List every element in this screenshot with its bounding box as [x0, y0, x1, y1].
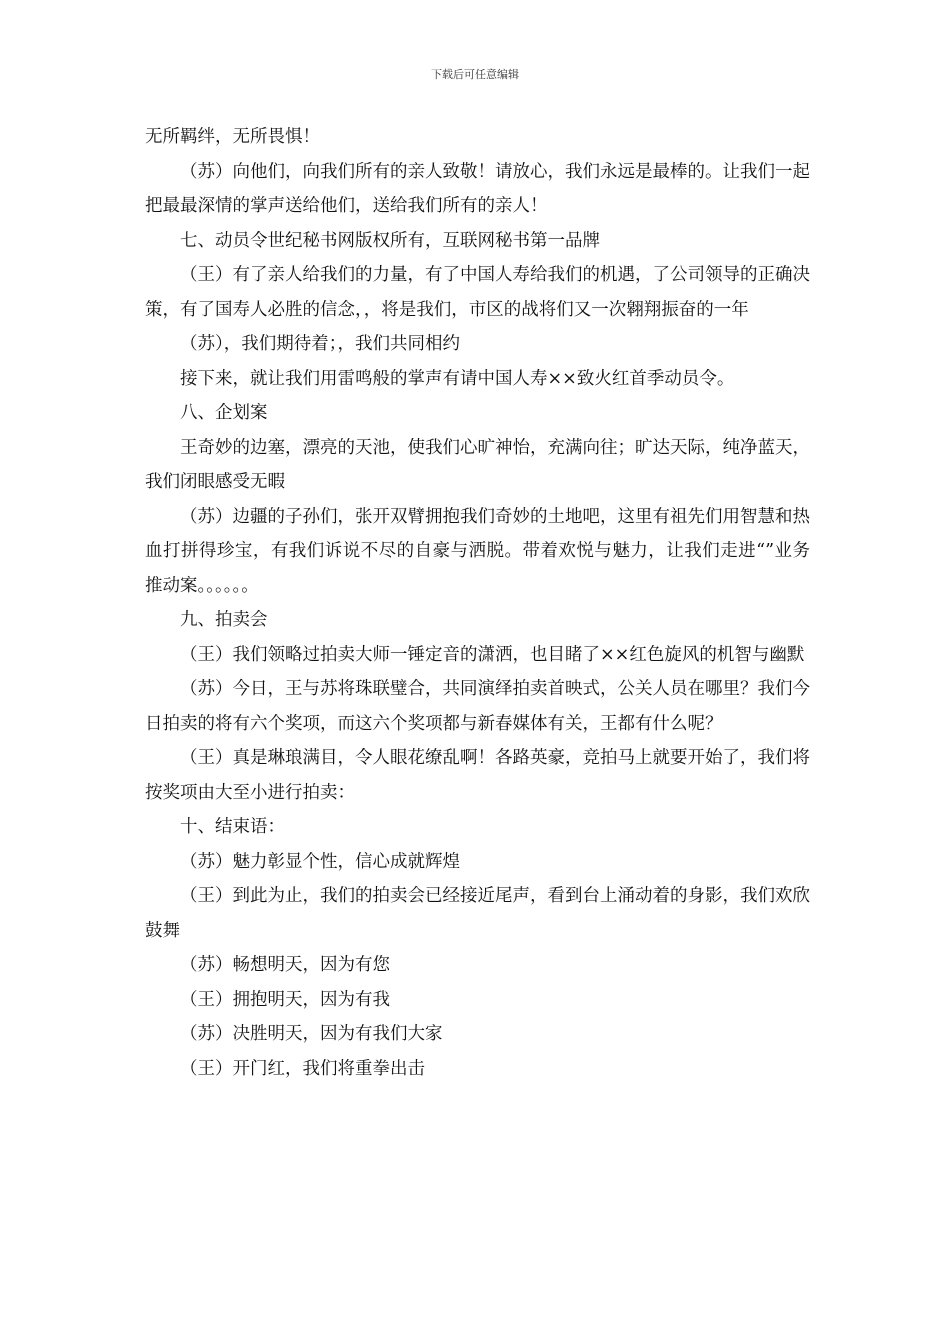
page-header-note: 下载后可任意编辑 — [431, 68, 519, 81]
section-heading: 七、动员令世纪秘书网版权所有，互联网秘书第一品牌 — [180, 230, 600, 251]
paragraph: （王）开门红，我们将重拳出击 — [180, 1058, 425, 1079]
section-heading: 九、拍卖会 — [180, 610, 268, 630]
section-heading: 十、结束语： — [180, 817, 285, 837]
paragraph: （王）拥抱明天，因为有我 — [180, 989, 390, 1010]
paragraph: （苏）向他们，向我们所有的亲人致敬！请放心，我们永远是最棒的。让我们一起把最最深情的掌声送给他们，送给我们所有的亲人！ — [145, 161, 810, 216]
paragraph: （王）我们领略过拍卖大师一锤定音的潇洒，也目睹了××红色旋风的机智与幽默 — [180, 644, 805, 665]
paragraph: （苏），我们期待着；，我们共同相约 — [180, 334, 460, 354]
paragraph: （苏）边疆的子孙们，张开双臂拥抱我们奇妙的土地吧，这里有祖先们用智慧和热血打拼得珍宝，有我们诉说不尽的自豪与洒脱。带着欢悦与魅力，让我们走进“”业务推动案。。。。。。 — [145, 506, 810, 596]
paragraph: （王）到此为止，我们的拍卖会已经接近尾声，看到台上涌动着的身影，我们欢欣鼓舞 — [145, 886, 810, 941]
paragraph: （王）真是琳琅满目，令人眼花缭乱啊！各路英豪，竞拍马上就要开始了，我们将按奖项由大至小进行拍卖： — [145, 748, 810, 803]
section-heading: 八、企划案 — [180, 403, 268, 423]
document-body — [145, 120, 810, 1086]
paragraph: （苏）今日，王与苏将珠联璧合，共同演绎拍卖首映式，公关人员在哪里？我们今日拍卖的将有六个奖项，而这六个奖项都与新春媒体有关，王都有什么呢？ — [145, 679, 810, 734]
paragraph: 无所羁绊，无所畏惧！ — [145, 127, 320, 147]
paragraph: 接下来，就让我们用雷鸣般的掌声有请中国人寿××致火红首季动员令。 — [180, 368, 735, 389]
paragraph: 王奇妙的边塞，漂亮的天池，使我们心旷神怡，充满向往；旷达天际，纯净蓝天，我们闭眼感受无暇 — [145, 437, 810, 492]
paragraph: （王）有了亲人给我们的力量，有了中国人寿给我们的机遇，了公司领导的正确决策，有了国寿人必胜的信念，，将是我们，市区的战将们又一次翱翔振奋的一年 — [145, 265, 810, 320]
paragraph: （苏）决胜明天，因为有我们大家 — [180, 1024, 443, 1044]
paragraph: （苏）畅想明天，因为有您 — [180, 955, 390, 975]
paragraph: （苏）魅力彰显个性，信心成就辉煌 — [180, 851, 460, 872]
